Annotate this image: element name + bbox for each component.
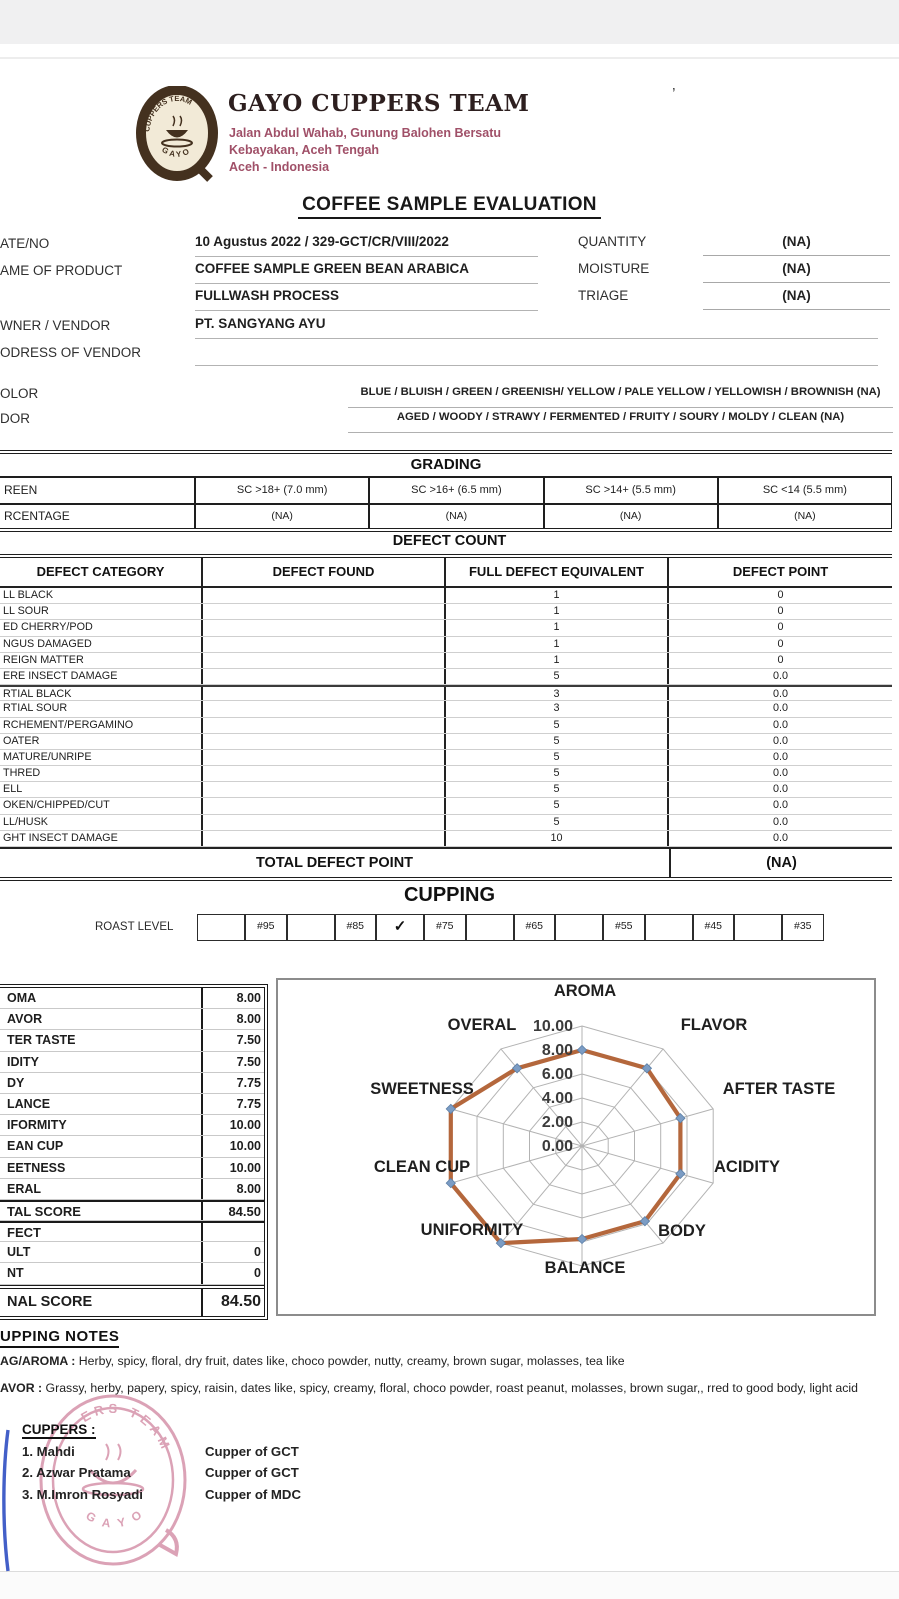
score-row	[0, 1158, 264, 1179]
score-value: 0	[201, 1263, 264, 1283]
svg-text:GAYO: GAYO	[160, 145, 193, 160]
cupper-role: Cupper of MDC	[205, 1487, 301, 1502]
score-value: 7.75	[201, 1094, 264, 1114]
roast-checkbox	[734, 914, 782, 941]
defect-point: 0	[777, 637, 784, 650]
defect-row	[0, 604, 892, 620]
frag-aroma-text: Herby, spicy, floral, dry fruit, dates like, choco powder, nutty, creamy, brown sugar, molasses, tea like	[75, 1354, 625, 1368]
score-value: 8.00	[201, 1009, 264, 1029]
stray-mark: ’	[672, 86, 676, 103]
score-row	[0, 1009, 264, 1030]
defect-found-cell	[203, 620, 446, 635]
roast-level-value: #85	[335, 914, 377, 941]
defect-count-title: DEFECT COUNT	[392, 533, 507, 549]
defect-category: ED CHERRY/POD	[0, 620, 203, 635]
cupping-notes-title: UPPING NOTES	[0, 1328, 119, 1348]
field-label-triage: TRIAGE	[578, 288, 629, 303]
defect-table	[0, 554, 892, 881]
defect-point: 0.0	[772, 688, 788, 701]
field-label-vendor-address: ODRESS OF VENDOR	[0, 345, 142, 360]
field-value-moisture: (NA)	[703, 261, 890, 283]
defect-found-cell	[203, 653, 446, 668]
score-row	[0, 988, 264, 1009]
score-value: 8.00	[201, 988, 264, 1008]
roast-checkbox	[466, 914, 514, 941]
roast-level-value: #55	[603, 914, 645, 941]
score-attribute: TAL SCORE	[7, 1203, 81, 1219]
defect-equivalent: 1	[446, 653, 669, 668]
score-value: 10.00	[201, 1136, 264, 1156]
field-label-odor: DOR	[0, 411, 30, 426]
defect-category: NGUS DAMAGED	[0, 637, 203, 652]
score-attribute: DY	[7, 1075, 25, 1090]
defect-found-cell	[203, 766, 446, 781]
defect-category: RTIAL SOUR	[0, 701, 203, 716]
org-address-line2: Kebayakan, Aceh Tengah	[229, 143, 380, 157]
defect-found-cell	[203, 604, 446, 619]
svg-text:SWEETNESS: SWEETNESS	[370, 1080, 474, 1098]
defect-row	[0, 766, 892, 782]
grading-percentage-value: (NA)	[370, 505, 544, 528]
defect-found-cell	[203, 669, 446, 684]
final-score-label: NAL SCORE	[7, 1293, 93, 1310]
svg-text:AROMA: AROMA	[553, 982, 617, 1000]
grading-percentage-value: (NA)	[196, 505, 370, 528]
defect-category: GHT INSECT DAMAGE	[0, 831, 203, 846]
defect-category: RTIAL BLACK	[0, 687, 203, 700]
defect-point: 0.0	[772, 815, 788, 828]
frag-aroma-note	[0, 1354, 899, 1368]
defect-point: 0.0	[772, 767, 788, 780]
org-address-line3: Aceh - Indonesia	[229, 160, 330, 174]
defect-equivalent: 10	[446, 831, 669, 846]
svg-text:CUPPERS TEAM: CUPPERS TEAM	[142, 93, 194, 133]
defect-row	[0, 637, 892, 653]
field-label-product-name: AME OF PRODUCT	[0, 263, 123, 278]
cupping-title: CUPPING	[403, 884, 496, 906]
score-attribute: IDITY	[7, 1054, 39, 1069]
defect-point: 0.0	[772, 718, 788, 731]
svg-text:10.00: 10.00	[532, 1018, 573, 1035]
score-attribute: FECT	[7, 1225, 41, 1241]
defect-point: 0.0	[772, 799, 788, 812]
doc-title: COFFEE SAMPLE EVALUATION	[298, 194, 601, 219]
defect-equivalent: 5	[446, 669, 669, 684]
score-row	[0, 1136, 264, 1157]
org-address-line1: Jalan Abdul Wahab, Gunung Balohen Bersatu	[229, 126, 502, 140]
svg-text:BODY: BODY	[658, 1222, 706, 1240]
score-attribute: EAN CUP	[7, 1139, 64, 1154]
flavor-label: AVOR :	[0, 1381, 43, 1395]
defect-equivalent: 5	[446, 815, 669, 830]
defect-category: RCHEMENT/PERGAMINO	[0, 718, 203, 733]
roast-checkbox	[555, 914, 603, 941]
defect-category: REIGN MATTER	[0, 653, 203, 668]
defect-point: 0.0	[772, 831, 788, 844]
field-label-color: OLOR	[0, 386, 39, 401]
svg-text:OVERAL: OVERAL	[447, 1016, 517, 1034]
defect-total-label: TOTAL DEFECT POINT	[0, 849, 671, 877]
score-row	[0, 1094, 264, 1115]
score-value: 7.75	[201, 1073, 264, 1093]
field-value-odor: AGED / WOODY / STRAWY / FERMENTED / FRUITY / SOURY / MOLDY / CLEAN (NA)	[348, 411, 893, 433]
defect-category: THRED	[0, 766, 203, 781]
svg-text:6.00: 6.00	[541, 1066, 573, 1083]
defect-found-cell	[203, 798, 446, 813]
defect-equivalent: 5	[446, 798, 669, 813]
score-attribute: ERAL	[7, 1181, 42, 1196]
score-table	[0, 984, 268, 1320]
field-value-process: FULLWASH PROCESS	[195, 288, 538, 311]
score-attribute: LANCE	[7, 1096, 51, 1111]
defect-row	[0, 782, 892, 798]
defect-found-cell	[203, 815, 446, 830]
final-score-value: 84.50	[201, 1289, 264, 1316]
field-label-moisture: MOISTURE	[578, 261, 650, 276]
roast-level-value: #35	[782, 914, 824, 941]
defect-category: OATER	[0, 734, 203, 749]
roast-level-label: ROAST LEVEL	[95, 921, 174, 933]
grading-col-header: SC <14 (5.5 mm)	[719, 478, 892, 503]
roast-level-value: #45	[693, 914, 735, 941]
grading-percentage-value: (NA)	[719, 505, 892, 528]
roast-checkbox	[645, 914, 693, 941]
defect-point: 0	[777, 653, 784, 666]
pen-mark	[0, 1428, 18, 1573]
flavor-text: Grassy, herby, papery, spicy, raisin, dates like, spicy, creamy, floral, choco powder, roast peanut, molasses, brown sugar,, rred to good body, light acid	[42, 1381, 858, 1395]
defect-found-cell	[203, 637, 446, 652]
defect-point: 0.0	[772, 783, 788, 796]
roast-checkbox: ✓	[376, 914, 424, 941]
field-label-date-no: ATE/NO	[0, 236, 50, 251]
score-row	[0, 1179, 264, 1200]
defect-row	[0, 734, 892, 750]
radar-chart	[278, 980, 874, 1314]
score-row	[0, 1242, 264, 1263]
score-attribute: OMA	[7, 991, 37, 1005]
defect-point: 0	[777, 621, 784, 634]
grading-screen-label: REEN	[0, 478, 196, 503]
defect-category: LL SOUR	[0, 604, 203, 619]
defect-found-cell	[203, 831, 446, 846]
score-row	[0, 1221, 264, 1242]
field-label-quantity: QUANTITY	[578, 234, 647, 249]
radar-chart-box	[276, 978, 876, 1316]
svg-text:UNIFORMITY: UNIFORMITY	[420, 1221, 524, 1239]
org-name: GAYO CUPPERS TEAM	[228, 90, 530, 117]
score-attribute: TER TASTE	[7, 1033, 76, 1048]
defect-found-cell	[203, 687, 446, 700]
defect-row	[0, 669, 892, 685]
roast-level-value: #75	[424, 914, 466, 941]
defect-equivalent: 5	[446, 782, 669, 797]
defect-row	[0, 798, 892, 814]
svg-text:2.00: 2.00	[541, 1114, 573, 1131]
defect-category: ELL	[0, 782, 203, 797]
defect-total-row	[0, 847, 892, 877]
defect-equivalent: 1	[446, 620, 669, 635]
grading-percentage-label: RCENTAGE	[0, 505, 196, 528]
grading-col-header: SC >16+ (6.5 mm)	[370, 478, 544, 503]
defect-point: 0	[777, 605, 784, 618]
grading-percentage-value: (NA)	[545, 505, 719, 528]
grading-col-header: SC >18+ (7.0 mm)	[196, 478, 370, 503]
score-value: 7.50	[201, 1030, 264, 1050]
score-attribute: NT	[7, 1266, 24, 1281]
defect-found-cell	[203, 782, 446, 797]
defect-table-header	[0, 558, 892, 588]
defect-row	[0, 620, 892, 636]
svg-text:ERS TEAM: ERS TEAM	[78, 1400, 175, 1455]
defect-row	[0, 750, 892, 766]
defect-header-category: DEFECT CATEGORY	[0, 558, 203, 586]
score-attribute: AVOR	[7, 1012, 43, 1027]
svg-text:BALANCE: BALANCE	[544, 1259, 626, 1277]
score-row	[0, 1115, 264, 1136]
svg-text:8.00: 8.00	[541, 1042, 573, 1059]
defect-found-cell	[203, 734, 446, 749]
cupper-name: 3. M.Imron Rosyadi	[22, 1487, 143, 1502]
defect-row	[0, 831, 892, 847]
field-value-color: BLUE / BLUISH / GREEN / GREENISH/ YELLOW / PALE YELLOW / YELLOWISH / BROWNISH (NA)	[348, 386, 893, 408]
defect-point: 0.0	[772, 750, 788, 763]
score-row	[0, 1073, 264, 1094]
defect-row	[0, 653, 892, 669]
svg-text:AFTER TASTE: AFTER TASTE	[722, 1080, 836, 1098]
svg-text:0.00: 0.00	[541, 1138, 573, 1155]
field-value-date-no: 10 Agustus 2022 / 329-GCT/CR/VIII/2022	[195, 234, 538, 257]
cupper-name: 1. Mahdi	[22, 1444, 75, 1459]
grading-table	[0, 450, 892, 532]
frag-aroma-label: AG/AROMA :	[0, 1354, 76, 1368]
defect-point: 0.0	[772, 702, 788, 715]
score-attribute: IFORMITY	[7, 1118, 67, 1133]
score-row	[0, 1052, 264, 1073]
defect-equivalent: 1	[446, 637, 669, 652]
score-attribute: ULT	[7, 1245, 31, 1260]
score-value: 7.50	[201, 1052, 264, 1072]
defect-found-cell	[203, 718, 446, 733]
defect-row	[0, 718, 892, 734]
defect-equivalent: 1	[446, 604, 669, 619]
defect-category: OKEN/CHIPPED/CUT	[0, 798, 203, 813]
field-value-vendor-address	[195, 343, 878, 366]
grading-percentage-row	[0, 505, 892, 528]
defect-equivalent: 3	[446, 687, 669, 700]
defect-row	[0, 588, 892, 604]
grading-screen-row	[0, 478, 892, 505]
field-label-vendor: WNER / VENDOR	[0, 318, 111, 333]
svg-text:CLEAN CUP: CLEAN CUP	[373, 1158, 471, 1176]
defect-category: ERE INSECT DAMAGE	[0, 669, 203, 684]
defect-row	[0, 701, 892, 717]
coffee-logo-icon	[133, 86, 221, 184]
roast-level-row	[197, 914, 824, 941]
defect-header-equivalent: FULL DEFECT EQUIVALENT	[446, 558, 669, 586]
cupper-name: 2. Azwar Pratama	[22, 1465, 131, 1480]
defect-header-point: DEFECT POINT	[732, 564, 829, 579]
final-score-row	[0, 1285, 264, 1316]
cupper-role: Cupper of GCT	[205, 1444, 299, 1459]
grading-col-header: SC >14+ (5.5 mm)	[545, 478, 719, 503]
svg-text:FLAVOR: FLAVOR	[680, 1016, 748, 1034]
score-value: 10.00	[201, 1158, 264, 1178]
score-value: 84.50	[201, 1202, 264, 1220]
field-value-product-name: COFFEE SAMPLE GREEN BEAN ARABICA	[195, 261, 538, 284]
score-value: 8.00	[201, 1179, 264, 1199]
defect-equivalent: 5	[446, 718, 669, 733]
defect-category: LL/HUSK	[0, 815, 203, 830]
score-value: 0	[201, 1242, 264, 1262]
score-value	[201, 1223, 264, 1241]
score-row	[0, 1263, 264, 1284]
defect-equivalent: 5	[446, 734, 669, 749]
defect-equivalent: 5	[446, 750, 669, 765]
score-row	[0, 1200, 264, 1221]
defect-found-cell	[203, 588, 446, 603]
svg-text:ACIDITY: ACIDITY	[714, 1158, 780, 1176]
roast-level-value: #65	[514, 914, 556, 941]
defect-point: 0.0	[772, 734, 788, 747]
grading-title: GRADING	[0, 454, 892, 478]
defect-point: 0	[777, 589, 784, 601]
defect-found-cell	[203, 701, 446, 716]
field-value-vendor: PT. SANGYANG AYU	[195, 316, 878, 339]
doc-title-wrap	[0, 194, 899, 219]
roast-checkbox	[197, 914, 245, 941]
svg-text:4.00: 4.00	[541, 1090, 573, 1107]
defect-equivalent: 5	[446, 766, 669, 781]
defect-point: 0.0	[772, 669, 788, 682]
defect-header-found: DEFECT FOUND	[203, 558, 446, 586]
defect-equivalent: 3	[446, 701, 669, 716]
defect-category: MATURE/UNRIPE	[0, 750, 203, 765]
defect-row	[0, 815, 892, 831]
svg-text:G A Y O: G A Y O	[83, 1505, 147, 1531]
cupper-role: Cupper of GCT	[205, 1465, 299, 1480]
score-value: 10.00	[201, 1115, 264, 1135]
roast-checkbox	[287, 914, 335, 941]
org-logo	[133, 86, 221, 184]
field-value-triage: (NA)	[703, 288, 890, 310]
defect-row	[0, 685, 892, 701]
defect-category: LL BLACK	[0, 588, 203, 603]
cuppers-title: CUPPERS :	[22, 1422, 96, 1437]
defect-equivalent: 1	[446, 588, 669, 603]
roast-level-value: #95	[245, 914, 287, 941]
score-attribute: EETNESS	[7, 1160, 66, 1175]
score-row	[0, 1030, 264, 1051]
field-value-quantity: (NA)	[703, 234, 890, 256]
defect-total-value: (NA)	[766, 855, 797, 871]
top-bar	[0, 0, 899, 44]
page-top-divider	[0, 57, 899, 59]
defect-found-cell	[203, 750, 446, 765]
